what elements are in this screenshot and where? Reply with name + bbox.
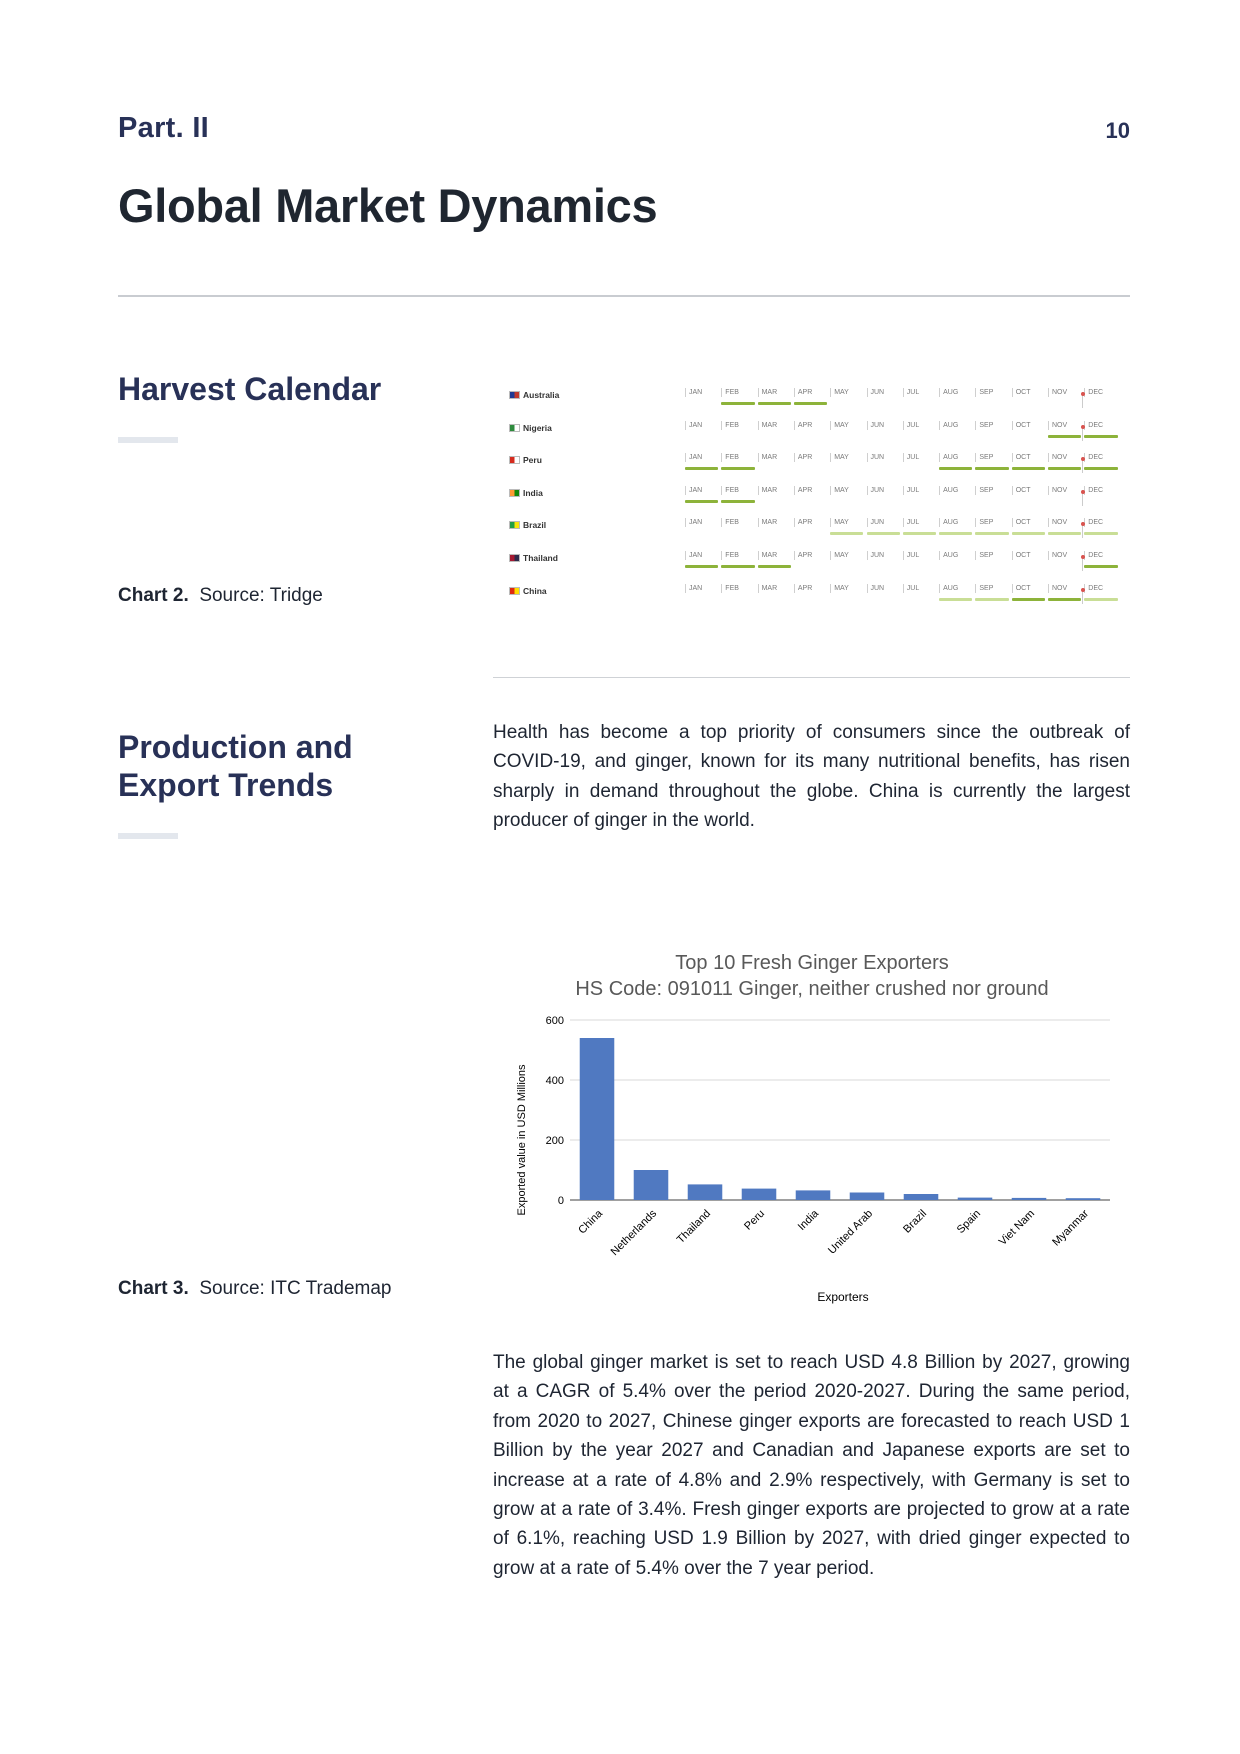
chart-bar [958, 1198, 993, 1200]
calendar-harvest-bar [721, 565, 754, 568]
calendar-country-label: Brazil [523, 520, 547, 531]
production-heading-line2: Export Trends [118, 767, 334, 803]
chart3-caption [118, 1278, 392, 1300]
calendar-month-label: OCT [1012, 421, 1031, 430]
chart-x-tick-label: Myanmar [1050, 1207, 1092, 1249]
current-month-dot [1081, 555, 1085, 559]
calendar-harvest-bar [1084, 435, 1117, 438]
chart-y-tick-label: 600 [545, 1015, 564, 1027]
calendar-harvest-bar [1084, 532, 1117, 535]
calendar-month-label: DEC [1084, 453, 1103, 462]
calendar-month-label: SEP [975, 551, 993, 560]
chart-bar [580, 1038, 615, 1200]
chart-bar [742, 1189, 777, 1200]
calendar-month-label: DEC [1084, 551, 1103, 560]
calendar-month-label: MAR [758, 388, 778, 397]
flag-icon [509, 521, 520, 529]
calendar-month-label: JAN [685, 518, 702, 527]
chart-x-tick-label: Brazil [901, 1207, 930, 1236]
calendar-country-label: Nigeria [523, 422, 552, 433]
calendar-month-label: SEP [975, 421, 993, 430]
calendar-harvest-bar [758, 565, 791, 568]
calendar-month-label: NOV [1048, 388, 1067, 397]
calendar-month-label: SEP [975, 584, 993, 593]
chart-bar [796, 1190, 831, 1200]
calendar-harvest-bar [1012, 532, 1045, 535]
calendar-month-label: APR [794, 421, 812, 430]
calendar-month-label: AUG [939, 453, 958, 462]
calendar-harvest-bar [975, 532, 1008, 535]
calendar-month-label: APR [794, 453, 812, 462]
calendar-harvest-bar [721, 402, 754, 405]
flag-icon [509, 456, 520, 464]
calendar-month-label: JAN [685, 551, 702, 560]
chart-bar [1066, 1198, 1101, 1200]
calendar-country-label: Peru [523, 455, 542, 466]
chart-title: Top 10 Fresh Ginger Exporters [675, 952, 949, 974]
calendar-country [509, 488, 543, 498]
calendar-month-label: FEB [721, 388, 739, 397]
chart3-caption-source: Source: ITC Trademap [199, 1278, 392, 1299]
calendar-month-label: MAR [758, 551, 778, 560]
calendar-harvest-bar [685, 500, 718, 503]
production-heading-line1: Production and [118, 729, 353, 765]
calendar-month-label: NOV [1048, 518, 1067, 527]
calendar-country [509, 390, 559, 400]
calendar-month-label: JUL [903, 486, 919, 495]
calendar-harvest-bar [975, 467, 1008, 470]
calendar-month-label: MAR [758, 486, 778, 495]
chart-y-tick-label: 200 [545, 1135, 564, 1147]
page-number: 10 [1105, 118, 1130, 143]
section-divider [493, 677, 1130, 678]
calendar-month-label: JUL [903, 453, 919, 462]
calendar-month-label: FEB [721, 518, 739, 527]
calendar-month-label: AUG [939, 518, 958, 527]
calendar-country [509, 586, 547, 596]
calendar-country-label: Australia [523, 390, 560, 400]
calendar-month-label: MAR [758, 584, 778, 593]
current-month-dot [1081, 457, 1085, 461]
calendar-month-label: JUN [867, 388, 885, 397]
calendar-month-label: AUG [939, 421, 958, 430]
production-body: The global ginger market is set to reach USD 4.8 Billion by 2027, growing at a CAGR of 5.4% over the period 2020-2027. During the same period, from 2020 to 2027, Chinese ginger exports are forecasted to reach USD 1 Billion by the year 2027 and Canadian and Japanese exports are set to increase at a rate of 4.8% and 2.9% respectively, with Germany is set to grow at a rate of 3.4%. Fresh ginger exports are projected to grow at a rate of 6.1%, reaching USD 1.9 Billion by 2027, with dried ginger expected to grow at a rate of 5.4% over the 7 year period. [493, 1352, 1130, 1579]
calendar-month-label: SEP [975, 388, 993, 397]
header-divider [118, 295, 1130, 297]
chart2-caption [118, 585, 323, 607]
calendar-month-label: JUN [867, 421, 885, 430]
calendar-harvest-bar [1012, 467, 1045, 470]
calendar-country [509, 553, 558, 563]
calendar-month-label: AUG [939, 486, 958, 495]
calendar-country [509, 455, 542, 465]
calendar-month-label: JUL [903, 551, 919, 560]
calendar-month-label: MAR [758, 518, 778, 527]
calendar-month-label: DEC [1084, 518, 1103, 527]
calendar-harvest-bar [1084, 598, 1117, 601]
calendar-month-label: JAN [685, 421, 702, 430]
calendar-month-label: MAY [830, 584, 849, 593]
calendar-month-label: NOV [1048, 584, 1067, 593]
production-intro: Health has become a top priority of consumers since the outbreak of COVID-19, and ginger, known for its many nutritional benefits, has risen sharply in demand throughout the globe. China is currently the largest producer of ginger in the world. [493, 722, 1130, 832]
calendar-month-label: OCT [1012, 453, 1031, 462]
chart-x-tick-label: Viet Nam [996, 1207, 1038, 1248]
part-label: Part. II [118, 112, 210, 144]
calendar-month-label: APR [794, 518, 812, 527]
harvest-calendar [505, 380, 1125, 610]
chart-bar [634, 1170, 669, 1200]
calendar-month-label: OCT [1012, 518, 1031, 527]
calendar-month-label: OCT [1012, 388, 1031, 397]
calendar-country [509, 520, 546, 530]
calendar-month-label: APR [794, 584, 812, 593]
chart-x-tick-label: India [795, 1207, 822, 1233]
calendar-month-label: SEP [975, 518, 993, 527]
production-heading [118, 728, 353, 804]
calendar-month-label: MAY [830, 388, 849, 397]
calendar-harvest-bar [685, 467, 718, 470]
calendar-month-label: MAR [758, 421, 778, 430]
calendar-month-label: MAY [830, 486, 849, 495]
page-title: Global Market Dynamics [118, 179, 658, 232]
calendar-harvest-bar [1084, 565, 1117, 568]
chart-y-tick-label: 0 [557, 1195, 564, 1207]
calendar-harvest-bar [1048, 467, 1081, 470]
flag-icon [509, 554, 520, 562]
calendar-month-label: JUN [867, 551, 885, 560]
calendar-month-label: APR [794, 486, 812, 495]
calendar-month-label: OCT [1012, 584, 1031, 593]
calendar-month-label: OCT [1012, 486, 1031, 495]
calendar-country-label: Thailand [523, 553, 558, 563]
chart-subtitle: HS Code: 091011 Ginger, neither crushed nor ground [575, 978, 1049, 1000]
calendar-harvest-bar [867, 532, 900, 535]
harvest-heading-accent [118, 437, 178, 443]
calendar-month-label: FEB [721, 421, 739, 430]
calendar-month-label: JAN [685, 584, 702, 593]
calendar-harvest-bar [1048, 598, 1081, 601]
chart-x-axis-label: Exporters [817, 1290, 869, 1304]
current-month-dot [1081, 425, 1085, 429]
chart-bar [904, 1194, 939, 1200]
calendar-month-label: NOV [1048, 421, 1067, 430]
calendar-month-label: MAY [830, 518, 849, 527]
calendar-month-label: FEB [721, 584, 739, 593]
calendar-month-label: MAY [830, 551, 849, 560]
chart-bar [1012, 1198, 1047, 1200]
flag-icon [509, 587, 520, 595]
calendar-month-label: FEB [721, 551, 739, 560]
calendar-month-label: FEB [721, 486, 739, 495]
flag-icon [509, 424, 520, 432]
calendar-month-label: JUL [903, 518, 919, 527]
calendar-month-label: NOV [1048, 486, 1067, 495]
calendar-month-label: JUL [903, 584, 919, 593]
calendar-month-label: APR [794, 388, 812, 397]
chart-x-tick-label: China [576, 1207, 606, 1237]
calendar-month-label: APR [794, 551, 812, 560]
calendar-harvest-bar [1012, 598, 1045, 601]
calendar-harvest-bar [1048, 532, 1081, 535]
harvest-heading: Harvest Calendar [118, 371, 382, 407]
calendar-harvest-bar [975, 598, 1008, 601]
chart-x-tick-label: Netherlands [608, 1207, 660, 1259]
calendar-harvest-bar [685, 565, 718, 568]
current-month-dot [1081, 490, 1085, 494]
calendar-harvest-bar [794, 402, 827, 405]
calendar-country-label: India [523, 487, 543, 498]
chart-bar [850, 1193, 885, 1201]
calendar-month-label: AUG [939, 551, 958, 560]
calendar-month-label: JAN [685, 388, 702, 397]
calendar-month-label: NOV [1048, 453, 1067, 462]
flag-icon [509, 489, 520, 497]
calendar-harvest-bar [758, 402, 791, 405]
calendar-month-label: JUN [867, 584, 885, 593]
calendar-month-label: NOV [1048, 551, 1067, 560]
calendar-month-label: OCT [1012, 551, 1031, 560]
chart3-caption-label: Chart 3. [118, 1278, 189, 1299]
chart-x-tick-label: United Arab [825, 1207, 876, 1257]
chart2-caption-source: Source: Tridge [199, 585, 323, 606]
calendar-harvest-bar [830, 532, 863, 535]
calendar-month-label: AUG [939, 388, 958, 397]
chart-x-tick-label: Spain [954, 1207, 984, 1237]
calendar-harvest-bar [721, 500, 754, 503]
calendar-harvest-bar [1048, 435, 1081, 438]
chart-x-tick-label: Peru [742, 1207, 768, 1233]
calendar-month-label: SEP [975, 453, 993, 462]
calendar-month-label: JUN [867, 453, 885, 462]
calendar-harvest-bar [939, 598, 972, 601]
calendar-month-label: DEC [1084, 486, 1103, 495]
flag-icon [509, 391, 520, 399]
calendar-month-label: MAY [830, 421, 849, 430]
calendar-month-label: MAR [758, 453, 778, 462]
calendar-country [509, 423, 552, 433]
current-month-dot [1081, 588, 1085, 592]
calendar-month-label: DEC [1084, 388, 1103, 397]
current-month-dot [1081, 392, 1085, 396]
calendar-month-label: SEP [975, 486, 993, 495]
calendar-harvest-bar [903, 532, 936, 535]
calendar-month-label: JUL [903, 421, 919, 430]
exporters-bar-chart [500, 940, 1130, 1320]
calendar-month-label: FEB [721, 453, 739, 462]
calendar-month-label: AUG [939, 584, 958, 593]
calendar-harvest-bar [721, 467, 754, 470]
calendar-harvest-bar [939, 467, 972, 470]
chart-bar [688, 1184, 723, 1200]
calendar-month-label: JUN [867, 518, 885, 527]
calendar-month-label: DEC [1084, 421, 1103, 430]
calendar-month-label: MAY [830, 453, 849, 462]
chart-y-tick-label: 400 [545, 1075, 564, 1087]
chart-x-tick-label: Thailand [674, 1207, 714, 1246]
calendar-month-label: JUL [903, 388, 919, 397]
calendar-month-label: JAN [685, 486, 702, 495]
production-heading-accent [118, 833, 178, 839]
calendar-month-label: JAN [685, 453, 702, 462]
chart2-caption-label: Chart 2. [118, 585, 189, 606]
calendar-harvest-bar [939, 532, 972, 535]
calendar-month-label: DEC [1084, 584, 1103, 593]
calendar-country-label: China [523, 585, 547, 596]
chart-y-axis-label: Exported value in USD Millions [516, 1064, 528, 1216]
calendar-harvest-bar [1084, 467, 1117, 470]
calendar-month-label: JUN [867, 486, 885, 495]
